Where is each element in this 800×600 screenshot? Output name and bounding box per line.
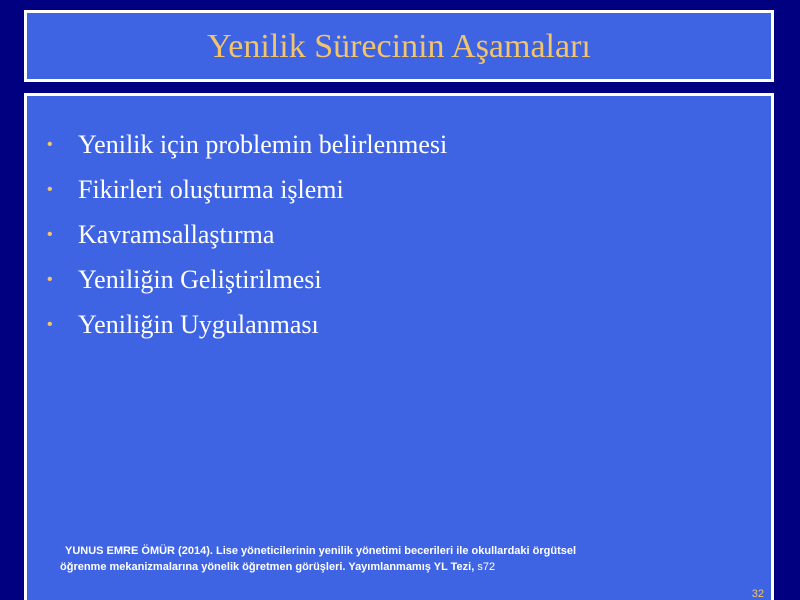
bullet-list	[47, 122, 447, 347]
title-panel	[24, 10, 774, 82]
bullet-item	[47, 122, 447, 167]
citation-line-2	[60, 559, 740, 575]
slide-number: 32	[751, 588, 764, 600]
content-panel	[24, 93, 774, 600]
bullet-icon: •	[47, 180, 53, 198]
bullet-text: Fikirleri oluşturma işlemi	[78, 174, 344, 204]
bullet-text: Yeniliğin Geliştirilmesi	[78, 264, 322, 294]
citation	[60, 543, 740, 575]
slide-title: Yenilik Sürecinin Aşamaları	[207, 28, 591, 65]
bullet-text: Yeniliğin Uygulanması	[78, 309, 319, 339]
bullet-text: Yenilik için problemin belirlenmesi	[78, 129, 448, 159]
bullet-icon: •	[47, 225, 53, 243]
citation-line-2-text: öğrenme mekanizmalarına yönelik öğretmen görüşleri. Yayımlanmamış YL Tezi,	[60, 561, 478, 573]
bullet-icon: •	[47, 135, 53, 153]
citation-line-1: YUNUS EMRE ÖMÜR (2014). Lise yöneticilerinin yenilik yönetimi becerileri ile okullardaki örgütsel	[65, 545, 577, 557]
bullet-icon: •	[47, 315, 53, 333]
bullet-icon: •	[47, 270, 53, 288]
bullet-item	[47, 167, 447, 212]
bullet-item	[47, 212, 447, 257]
bullet-item	[47, 302, 447, 347]
bullet-item	[47, 257, 447, 302]
citation-page-ref: s72	[477, 561, 496, 573]
bullet-text: Kavramsallaştırma	[78, 219, 275, 249]
